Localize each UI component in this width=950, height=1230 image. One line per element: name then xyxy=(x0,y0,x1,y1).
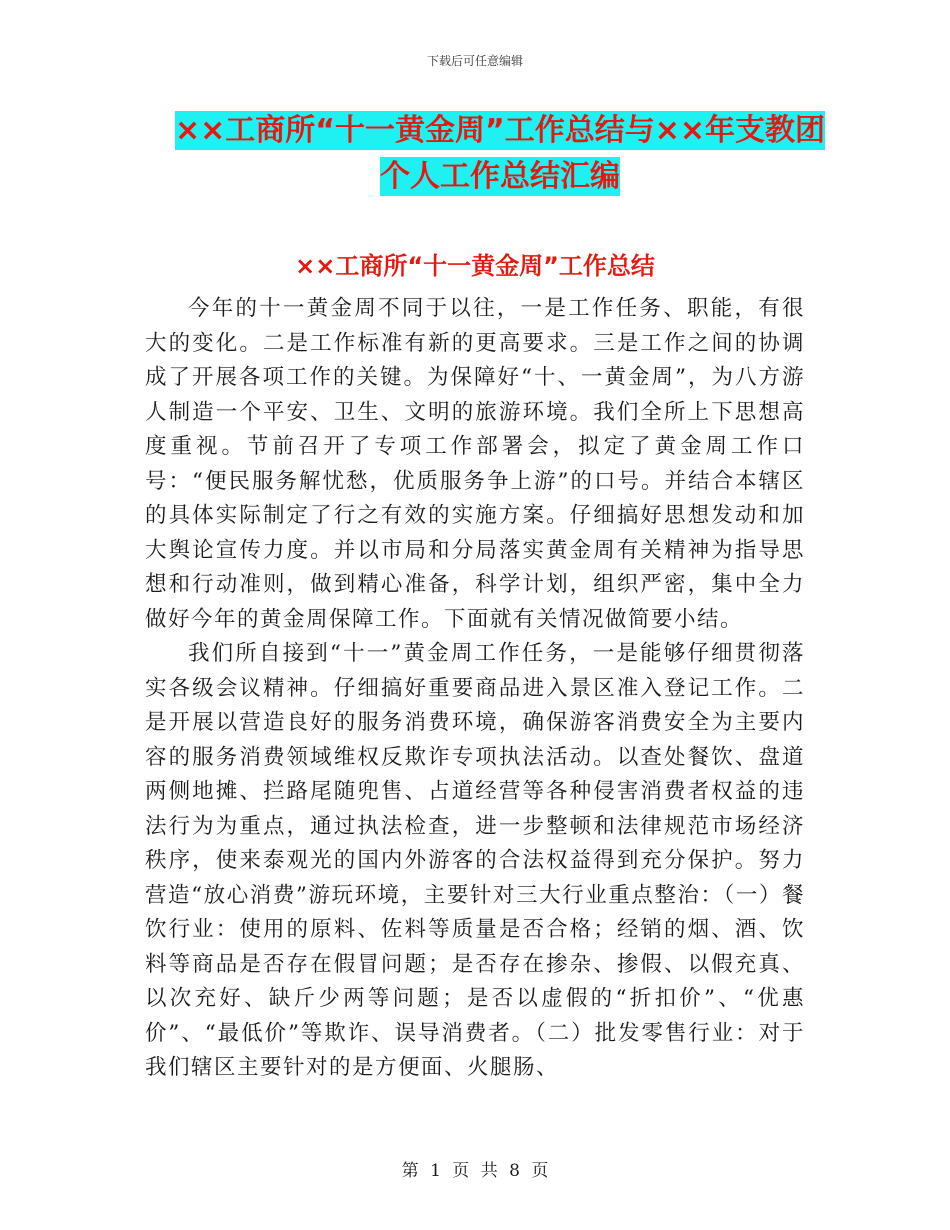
page-footer xyxy=(0,1156,950,1181)
paragraph-1: 今年的十一黄金周不同于以往，一是工作任务、职能，有很大的变化。二是工作标准有新的更高要求。三是工作之间的协调成了开展各项工作的关键。为保障好“十、一黄金周”，为八方游人制造一个平安、卫生、文明的旅游环境。我们全所上下思想高度重视。节前召开了专项工作部署会，拟定了黄金周工作口号：“便民服务解忧愁，优质服务争上游”的口号。并结合本辖区的具体实际制定了行之有效的实施方案。仔细搞好思想发动和加大舆论宣传力度。并以市局和分局落实黄金周有关精神为指导思想和行动准则，做到精心准备，科学计划，组织严密，集中全力做好今年的黄金周保障工作。下面就有关情况做简要小结。 xyxy=(145,296,805,632)
footer-page-number: 1 xyxy=(430,1161,441,1181)
footer-total-unit: 页 xyxy=(531,1161,549,1181)
title-line-2: 个人工作总结汇编 xyxy=(380,159,620,194)
footer-total-pages: 8 xyxy=(509,1161,520,1181)
document-title xyxy=(140,108,860,200)
footer-total-label: 共 xyxy=(480,1161,498,1181)
title-line-1: ××工商所“十一黄金周”工作总结与××年支教团 xyxy=(175,113,825,148)
header-note: 下载后可任意编辑 xyxy=(426,54,523,68)
footer-page-unit: 页 xyxy=(452,1161,470,1181)
paragraph-2: 我们所自接到“十一”黄金周工作任务，一是能够仔细贯彻落实各级会议精神。仔细搞好重要商品进入景区准入登记工作。二是开展以营造良好的服务消费环境，确保游客消费安全为主要内容的服务消费领域维权反欺诈专项执法活动。以查处餐饮、盘道两侧地摊、拦路尾随兜售、占道经营等各种侵害消费者权益的违法行为为重点，通过执法检查，进一步整顿和法律规范市场经济秩序，使来泰观光的国内外游客的合法权益得到充分保护。努力营造“放心消费”游玩环境，主要针对三大行业重点整治：（一）餐饮行业：使用的原料、佐料等质量是否合格；经销的烟、酒、饮料等商品是否存在假冒问题；是否存在掺杂、掺假、以假充真、以次充好、缺斤少两等问题；是否以虚假的“折扣价”、“优惠价”、“最低价”等欺诈、误导消费者。（二）批发零售行业：对于我们辖区主要针对的是方便面、火腿肠、 xyxy=(145,641,805,1080)
section-title: ××工商所“十一黄金周”工作总结 xyxy=(295,252,655,280)
footer-page-label: 第 xyxy=(401,1161,419,1181)
body-text xyxy=(145,292,805,1086)
